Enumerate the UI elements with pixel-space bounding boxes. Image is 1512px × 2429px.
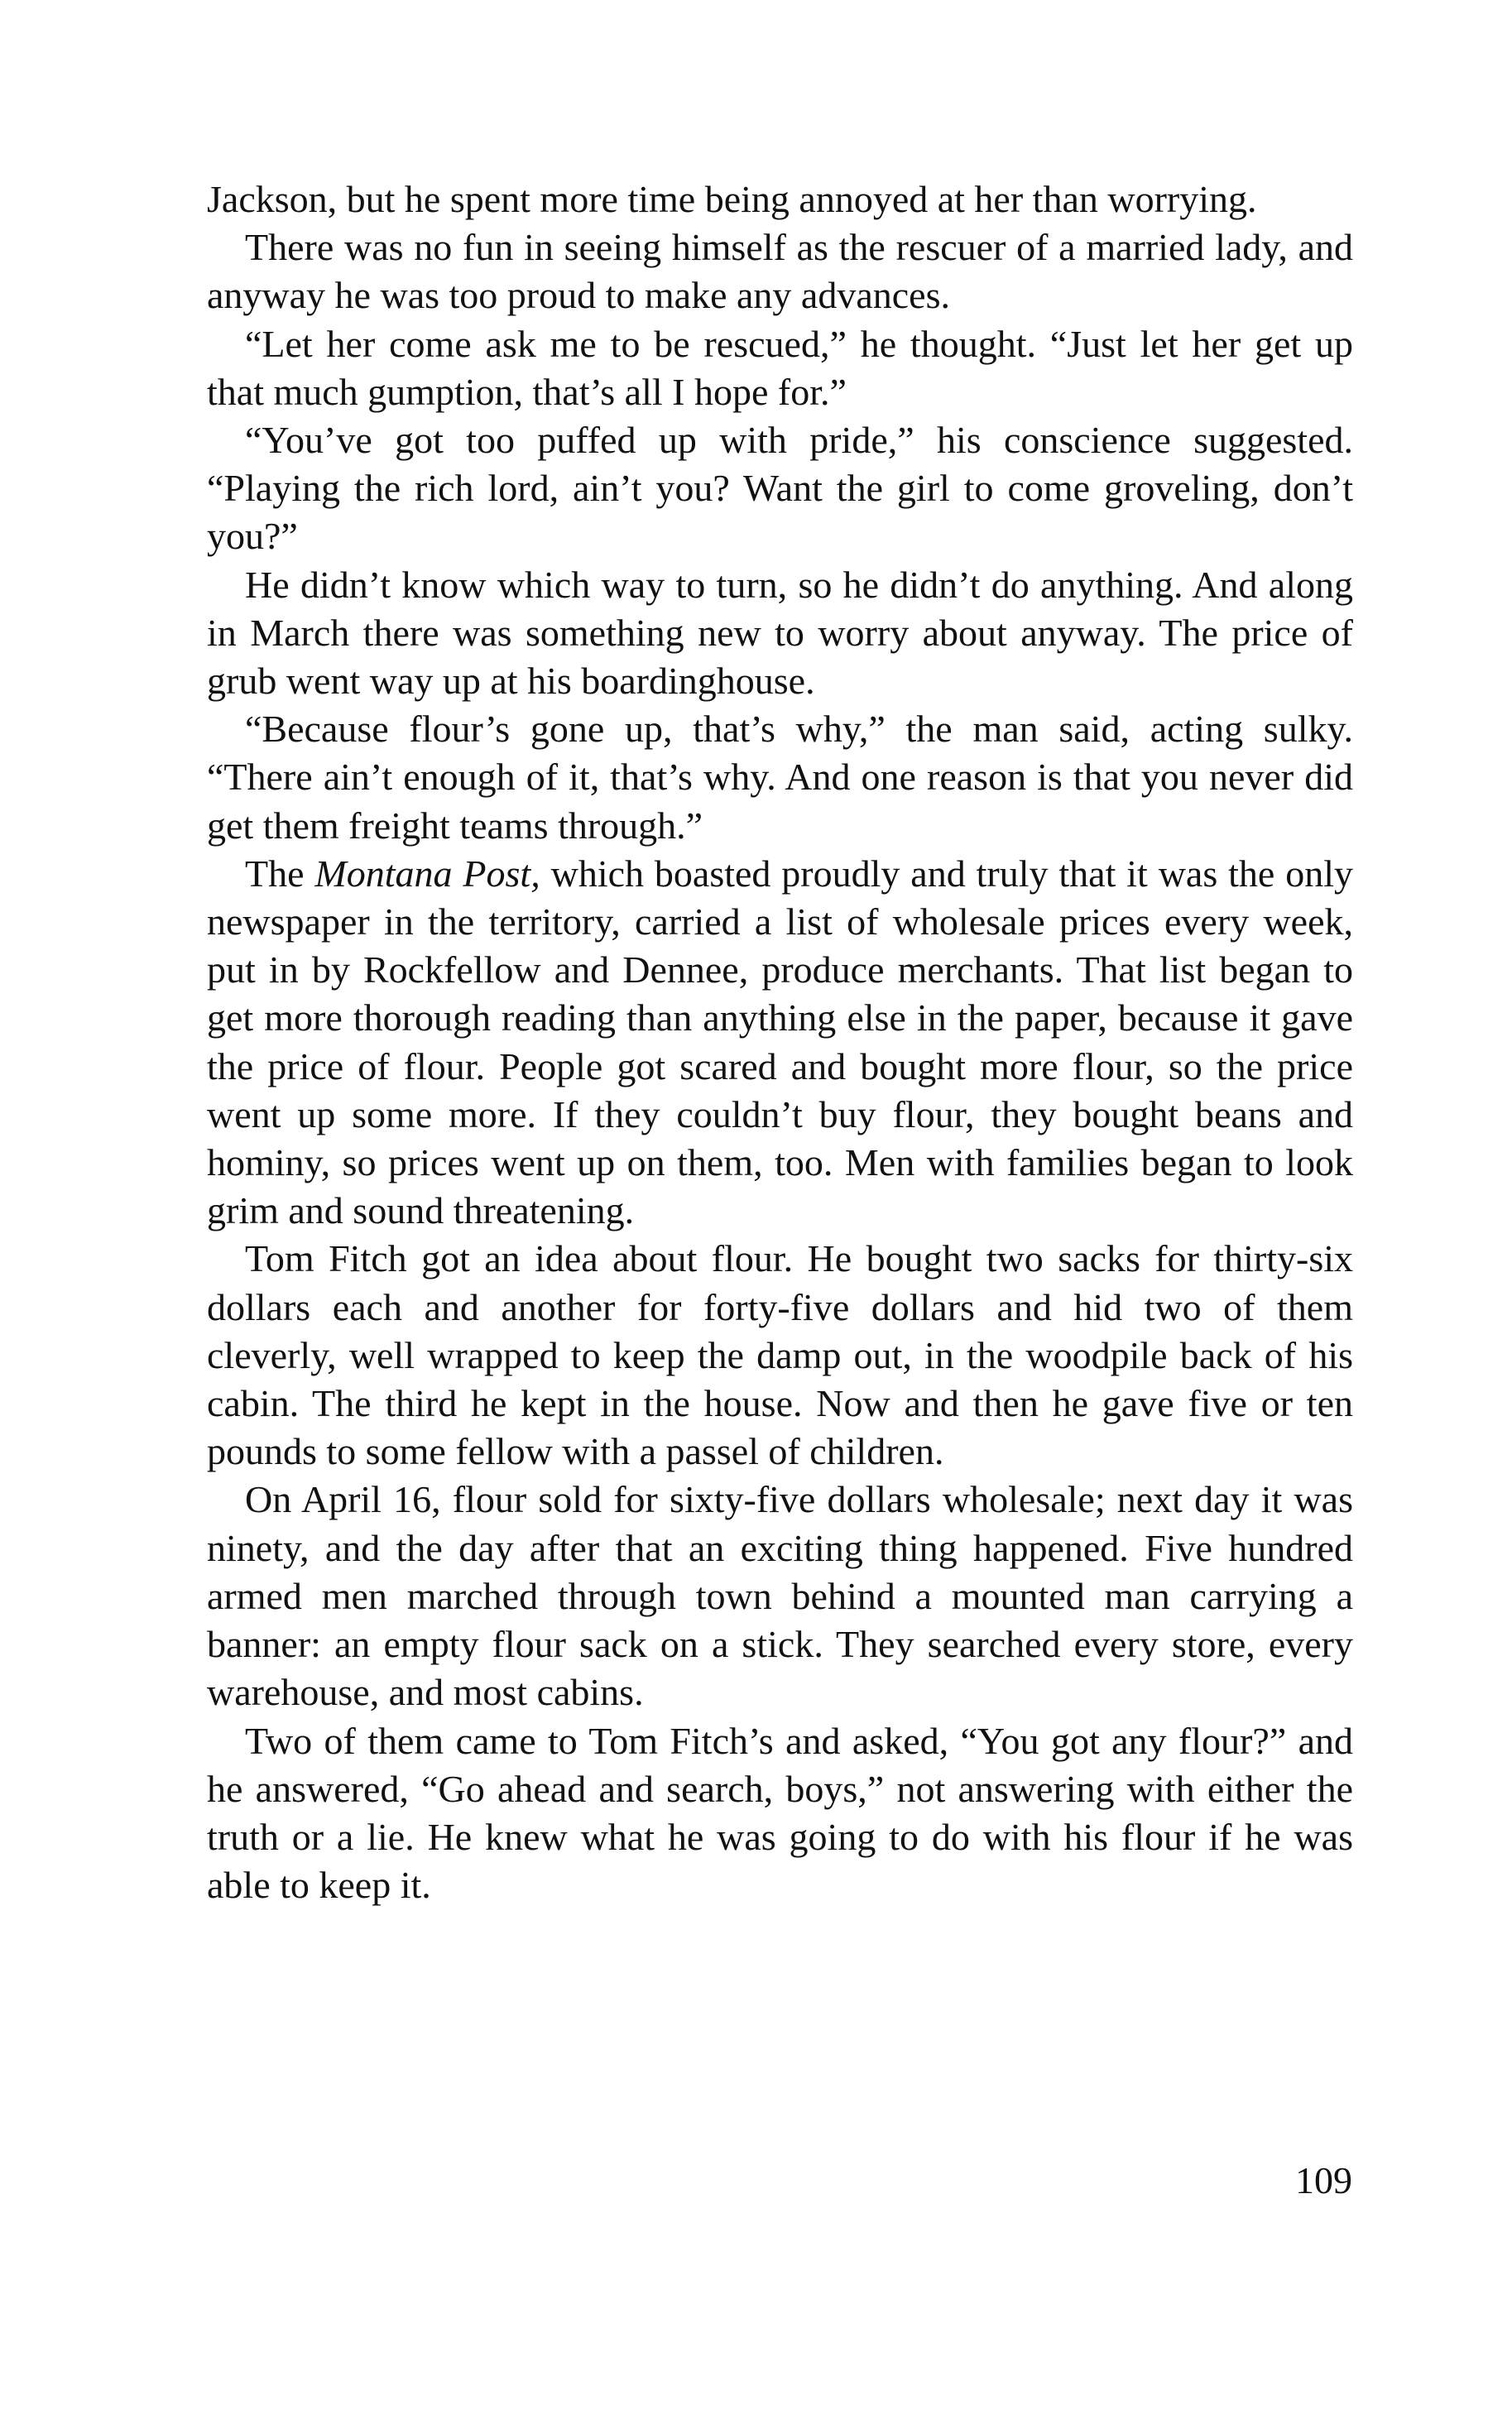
paragraph: There was no fun in seeing himself as the rescuer of a married lady, and anyway he was too proud to make any advances. [207,226,1353,317]
newspaper-title: Montana Post, [314,852,540,895]
paragraph: Two of them came to Tom Fitch’s and asked, “You got any flour?” and he answered, “Go ahead and search, boys,” not answering with either the truth or a lie. He knew what he was going to do with his flour if he was able to keep it. [207,1719,1353,1907]
page-number: 109 [1295,2159,1352,2201]
paragraph: “You’ve got too puffed up with pride,” his conscience suggested. “Playing the rich lord, ain’t you? Want the girl to come groveling, don’t you?” [207,419,1353,558]
paragraph: “Because flour’s gone up, that’s why,” the man said, acting sulky. “There ain’t enough of it, that’s why. And one reason is that you never did get them freight teams through.” [207,708,1353,847]
body-text [207,175,1353,1909]
paragraph [207,850,1353,1236]
paragraph-text: The [245,852,315,895]
paragraph: He didn’t know which way to turn, so he didn’t do anything. And along in March there was something new to worry about anyway. The price of grub went way up at his boardinghouse. [207,563,1353,703]
paragraph: On April 16, flour sold for sixty-five dollars wholesale; next day it was ninety, and the day after that an exciting thing happened. Five hundred armed men marched through town behind a mounted man carrying a banner: an empty flour sack on a stick. They searched every store, every warehouse, and most cabins. [207,1478,1353,1714]
paragraph: Jackson, but he spent more time being annoyed at her than worrying. [207,178,1257,220]
paragraph-text: which boasted proudly and truly that it was the only newspaper in the territory, carried a list of wholesale prices every week, put in by Rockfellow and Dennee, produce merchants. That list began to get more thorough reading than anything else in the paper, because it gave the price of flour. People got scared and bought more flour, so the price went up some more. If they couldn’t buy flour, they bought beans and hominy, so prices went up on them, too. Men with families began to look grim and sound threatening. [207,852,1354,1232]
paragraph: Tom Fitch got an idea about flour. He bought two sacks for thirty-six dollars each and another for forty-five dollars and hid two of them cleverly, well wrapped to keep the damp out, in the woodpile back of his cabin. The third he kept in the house. Now and then he gave five or ten pounds to some fellow with a passel of children. [207,1237,1353,1473]
paragraph: “Let her come ask me to be rescued,” he thought. “Just let her get up that much gumption, that’s all I hope for.” [207,322,1353,413]
